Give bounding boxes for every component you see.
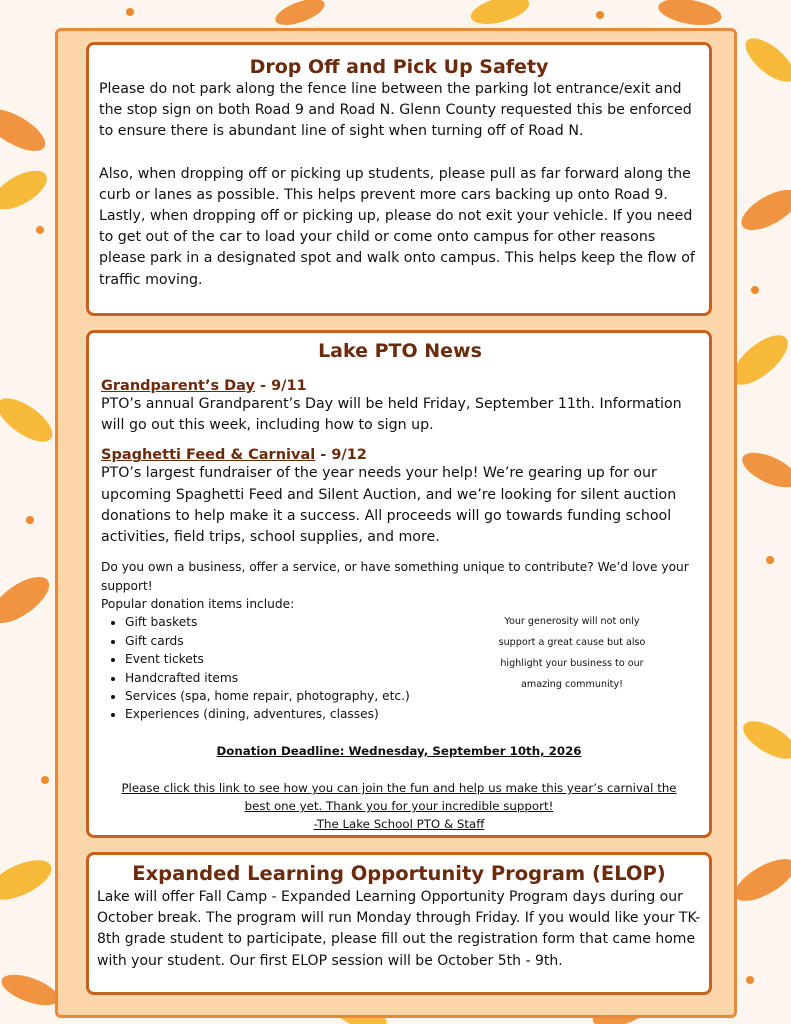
safety-title: Drop Off and Pick Up Safety bbox=[249, 56, 549, 78]
grandparents-day-section bbox=[101, 375, 699, 436]
list-item: • Event tickets bbox=[125, 650, 699, 668]
safety-card bbox=[86, 42, 712, 316]
business-question: Do you own a business, offer a service, or have something unique to contribute? We’d love your support! bbox=[101, 560, 689, 593]
list-item: • Gift baskets bbox=[125, 613, 699, 631]
grandparents-day-text: PTO’s annual Grandparent’s Day will be held Friday, September 11th. Information will go out this week, including how to sign up. bbox=[101, 396, 682, 434]
grandparents-day-date: - 9/11 bbox=[254, 378, 307, 394]
elop-title: Expanded Learning Opportunity Program (ELOP) bbox=[132, 862, 666, 885]
popular-items-label: Popular donation items include: bbox=[101, 597, 295, 612]
list-item: • Experiences (dining, adventures, classes) bbox=[125, 705, 699, 723]
elop-card bbox=[86, 852, 712, 995]
spaghetti-feed-date: - 9/12 bbox=[315, 447, 367, 464]
closing-block bbox=[89, 779, 709, 833]
generosity-note: Your generosity will not only support a great cause but also highlight your business to our amazing community! bbox=[498, 616, 646, 690]
spaghetti-feed-section bbox=[101, 444, 699, 548]
pto-title: Lake PTO News bbox=[318, 340, 482, 362]
donation-deadline: Donation Deadline: Wednesday, September 10th, 2026 bbox=[216, 744, 582, 758]
list-item: • Services (spa, home repair, photography, etc.) bbox=[125, 687, 699, 705]
spaghetti-feed-text: PTO’s largest fundraiser of the year needs your help! We’re gearing up for our upcoming Spaghetti Feed and Silent Auction, and we’re looking for silent auction donations to help make it a success. All proceeds will go towards funding school activities, field trips, school supplies, and more. bbox=[101, 465, 677, 546]
list-item: • Gift cards bbox=[125, 632, 699, 650]
spaghetti-feed-link[interactable]: Spaghetti Feed & Carnival bbox=[101, 447, 316, 464]
pto-news-card bbox=[86, 330, 712, 838]
list-item: • Handcrafted items bbox=[125, 669, 699, 687]
safety-paragraph-2: Also, when dropping off or picking up students, please pull as far forward along the curb or lanes as possible. This helps prevent more cars backing up onto Road 9. Lastly, when dropping off or picking up, please do not exit your vehicle. If you need to get out of the car to load your child or come onto campus for other reasons please park in a designated spot and walk onto campus. This helps keep the flow of traffic moving. bbox=[99, 165, 695, 288]
grandparents-day-link[interactable]: Grandparent’s Day bbox=[101, 378, 255, 394]
elop-text: Lake will offer Fall Camp - Expanded Learning Opportunity Program days during our October break. The program will run Monday through Friday. If you would like your TK-8th grade student to participate, please fill out the registration form that came home with your student. Our first ELOP session will be October 5th - 9th. bbox=[97, 889, 701, 969]
safety-paragraph-1: Please do not park along the fence line between the parking lot entrance/exit and the stop sign on both Road 9 and Road N. Glenn County requested this be enforced to ensure there is abundant line of sight when turning off of Road N. bbox=[99, 81, 692, 140]
join-fun-link[interactable]: Please click this link to see how you can join the fun and help us make this year’s carnival the best one yet. Thank you for your incredible support! bbox=[121, 781, 677, 813]
pto-signature: -The Lake School PTO & Staff bbox=[313, 817, 485, 831]
